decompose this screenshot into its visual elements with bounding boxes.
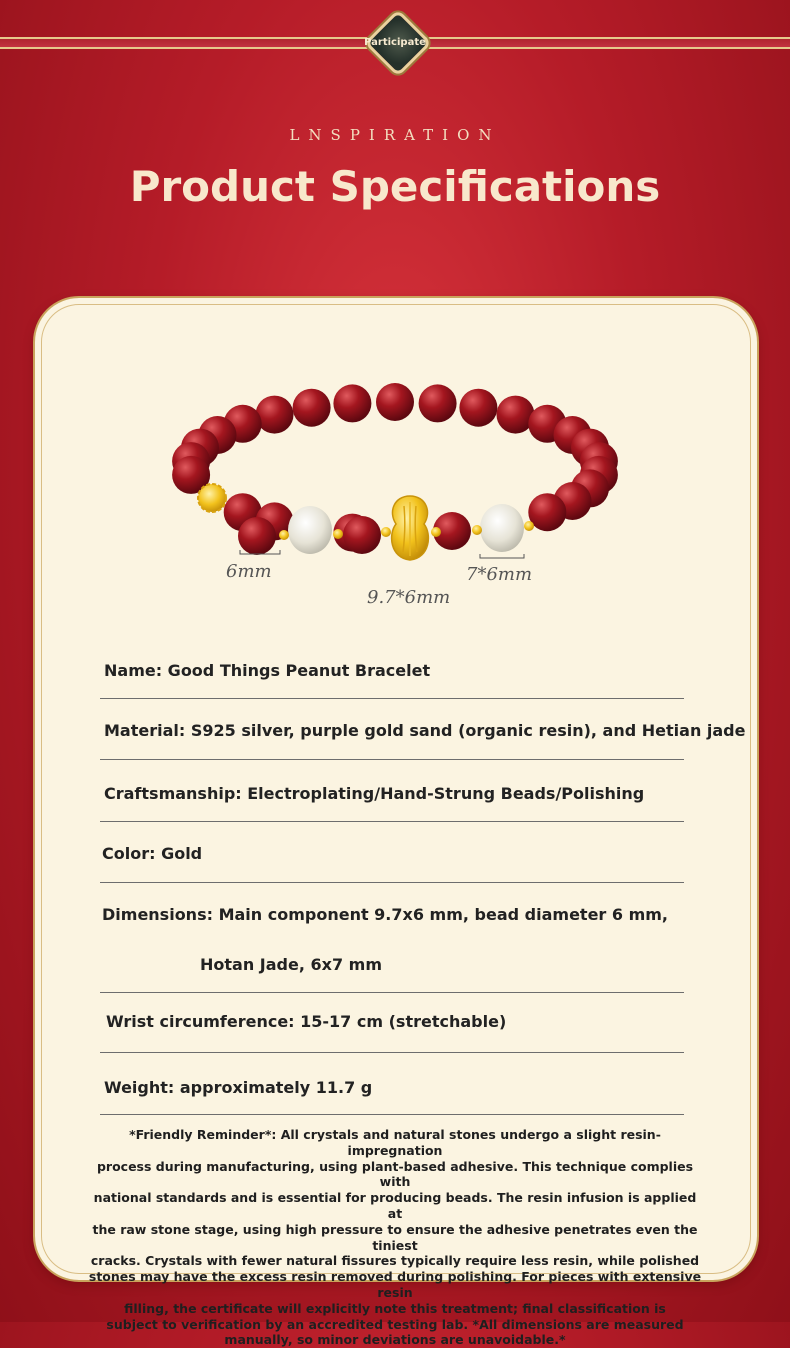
red-bead (333, 384, 371, 422)
spec-weight: Weight: approximately 11.7 g (104, 1078, 373, 1097)
reminder-line: manually, so minor deviations are unavoidable.* (224, 1332, 566, 1348)
red-bead (459, 389, 497, 427)
jade-bead-right (480, 504, 524, 552)
gold-spacer (431, 527, 441, 537)
spec-wrist-circumference: Wrist circumference: 15-17 cm (stretchable) (106, 1012, 507, 1031)
red-bead (238, 517, 276, 555)
reminder-line: filling, the certificate will explicitly note this treatment; final classification is (124, 1300, 666, 1316)
dimension-label-charm: 9.7*6mm (367, 587, 451, 608)
red-bead (419, 384, 457, 422)
header-emblem-label: Participate (364, 37, 426, 48)
reminder-line: process during manufacturing, using plant-based adhesive. This technique complies with (96, 1158, 694, 1190)
red-bead (293, 389, 331, 427)
reminder-line: cracks. Crystals with fewer natural fissures typically require less resin, while polished (90, 1253, 700, 1269)
red-bead (528, 493, 566, 531)
jade-bead-left (288, 506, 332, 554)
spec-dimensions-continuation: Hotan Jade, 6x7 mm (200, 955, 382, 974)
peanut-charm-icon (392, 496, 429, 560)
red-bead (343, 516, 381, 554)
gold-spacer (472, 525, 482, 535)
gold-spacer (524, 521, 534, 531)
spec-name: Name: Good Things Peanut Bracelet (104, 661, 431, 680)
friendly-reminder (86, 1127, 704, 1348)
gold-spacer (381, 527, 391, 537)
spec-craftsmanship: Craftsmanship: Electroplating/Hand-Strung Beads/Polishing (104, 784, 645, 803)
gold-spacer (333, 529, 343, 539)
reminder-line: the raw stone stage, using high pressure to ensure the adhesive penetrates even the tiniest (92, 1221, 698, 1253)
spec-dimensions: Dimensions: Main component 9.7x6 mm, bead diameter 6 mm, (102, 905, 668, 924)
bracelet-image (160, 378, 630, 568)
page-title: Product Specifications (129, 162, 661, 211)
page-subtitle: LNSPIRATION (289, 126, 501, 144)
reminder-line: national standards and is essential for producing beads. The resin infusion is applied at (93, 1190, 697, 1221)
red-bead (376, 383, 414, 421)
spec-material: Material: S925 silver, purple gold sand (organic resin), and Hetian jade (104, 721, 746, 740)
dimension-marker-jade (480, 554, 524, 558)
gold-flower-bead (198, 484, 226, 512)
dimension-label-jade: 7*6mm (466, 564, 533, 585)
reminder-line: *Friendly Reminder*: All crystals and natural stones undergo a slight resin-impregnation (129, 1127, 661, 1158)
gold-spacer (279, 530, 289, 540)
reminder-line: subject to verification by an accredited testing lab. *All dimensions are measured (106, 1316, 684, 1332)
dimension-label-bead: 6mm (226, 561, 272, 582)
reminder-line: stones may have the excess resin removed during polishing. For pieces with extensive resin (88, 1269, 702, 1300)
spec-color: Color: Gold (102, 844, 203, 863)
